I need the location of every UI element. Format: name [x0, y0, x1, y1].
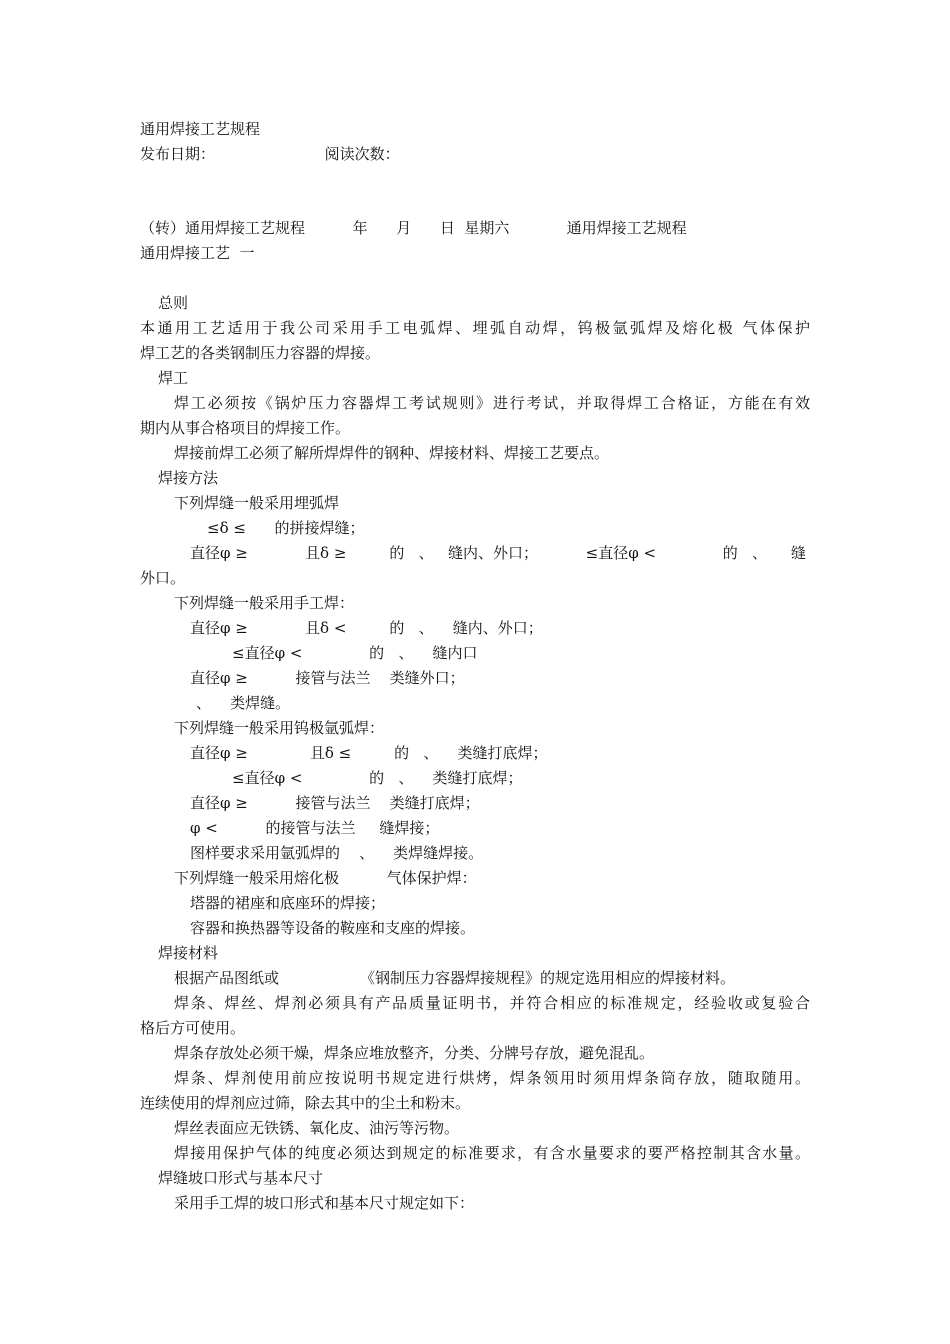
list-item: ≤直径φ < 的 、 缝内口 — [232, 644, 478, 662]
paragraph-line: 格后方可使用。 — [140, 1019, 246, 1037]
list-item: 图样要求采用氩弧焊的 、 类焊缝焊接。 — [190, 844, 484, 862]
list-item: 直径φ ≥ 且δ < 的 、 缝内、外口； — [190, 619, 543, 637]
paragraph-line: 焊条存放处必须干燥，焊条应堆放整齐，分类、分牌号存放，避免混乱。 — [174, 1044, 655, 1062]
paragraph-line: 根据产品图纸或 《钢制压力容器焊接规程》的规定选用相应的焊接材料。 — [174, 969, 736, 987]
list-item: 塔器的裙座和底座环的焊接； — [190, 894, 386, 912]
list-intro: 下列焊缝一般采用钨极氩弧焊： — [174, 719, 385, 737]
paragraph-line: 焊接前焊工必须了解所焊焊件的钢种、焊接材料、焊接工艺要点。 — [174, 444, 610, 462]
paragraph-line: 本通用工艺适用于我公司采用手工电弧焊、埋弧自动焊，钨极氩弧焊及熔化极 气体保护 — [140, 319, 810, 337]
section-heading-general: 总则 — [158, 294, 189, 312]
list-intro: 下列焊缝一般采用熔化极 气体保护焊： — [174, 869, 477, 887]
list-item: ≤直径φ < 的 、 类缝打底焊； — [232, 769, 523, 787]
section-heading-method: 焊接方法 — [158, 469, 219, 487]
list-item: 、 类焊缝。 — [196, 694, 291, 712]
publish-info: 发布日期： 阅读次数： — [140, 145, 400, 163]
list-intro: 下列焊缝一般采用埋弧焊 — [174, 494, 340, 512]
list-item: φ < 的接管与法兰 缝焊接； — [190, 819, 440, 837]
list-item: ≤δ ≤ 的拼接焊缝； — [207, 519, 365, 537]
paragraph-line: 焊条、焊剂使用前应按说明书规定进行烘烤，焊条领用时须用焊条筒存放，随取随用。 — [174, 1069, 810, 1087]
paragraph-line: 焊工艺的各类钢制压力容器的焊接。 — [140, 344, 381, 362]
list-item: 外口。 — [140, 569, 186, 587]
list-item: 直径φ ≥ 接管与法兰 类缝打底焊； — [190, 794, 480, 812]
section-heading-welder: 焊工 — [158, 369, 189, 387]
section-heading-groove: 焊缝坡口形式与基本尺寸 — [158, 1169, 324, 1187]
list-item: 容器和换热器等设备的鞍座和支座的焊接。 — [190, 919, 476, 937]
section-heading-material: 焊接材料 — [158, 944, 219, 962]
paragraph-line: 采用手工焊的坡口形式和基本尺寸规定如下： — [174, 1194, 475, 1212]
paragraph-line: 焊条、焊丝、焊剂必须具有产品质量证明书，并符合相应的标准规定，经验收或复验合 — [174, 994, 810, 1012]
paragraph-line: 期内从事合格项目的焊接工作。 — [140, 419, 351, 437]
doc-title: 通用焊接工艺规程 — [140, 120, 261, 138]
doc-subtitle: 通用焊接工艺 一 — [140, 244, 255, 262]
list-item: 直径φ ≥ 且δ ≤ 的 、 类缝打底焊； — [190, 744, 548, 762]
list-item: 直径φ ≥ 接管与法兰 类缝外口； — [190, 669, 465, 687]
repost-line: （转）通用焊接工艺规程 年 月 日 星期六 通用焊接工艺规程 — [140, 219, 687, 237]
list-intro: 下列焊缝一般采用手工焊： — [174, 594, 355, 612]
paragraph-line: 焊丝表面应无铁锈、氧化皮、油污等污物。 — [174, 1119, 460, 1137]
list-item: 直径φ ≥ 且δ ≥ 的 、 缝内、外口； ≤直径φ < 的 、 缝 — [190, 544, 806, 562]
paragraph-line: 连续使用的焊剂应过筛，除去其中的尘土和粉末。 — [140, 1094, 471, 1112]
paragraph-line: 焊接用保护气体的纯度必须达到规定的标准要求，有含水量要求的要严格控制其含水量。 — [174, 1144, 810, 1162]
paragraph-line: 焊工必须按《锅炉压力容器焊工考试规则》进行考试，并取得焊工合格证，方能在有效 — [174, 394, 810, 412]
